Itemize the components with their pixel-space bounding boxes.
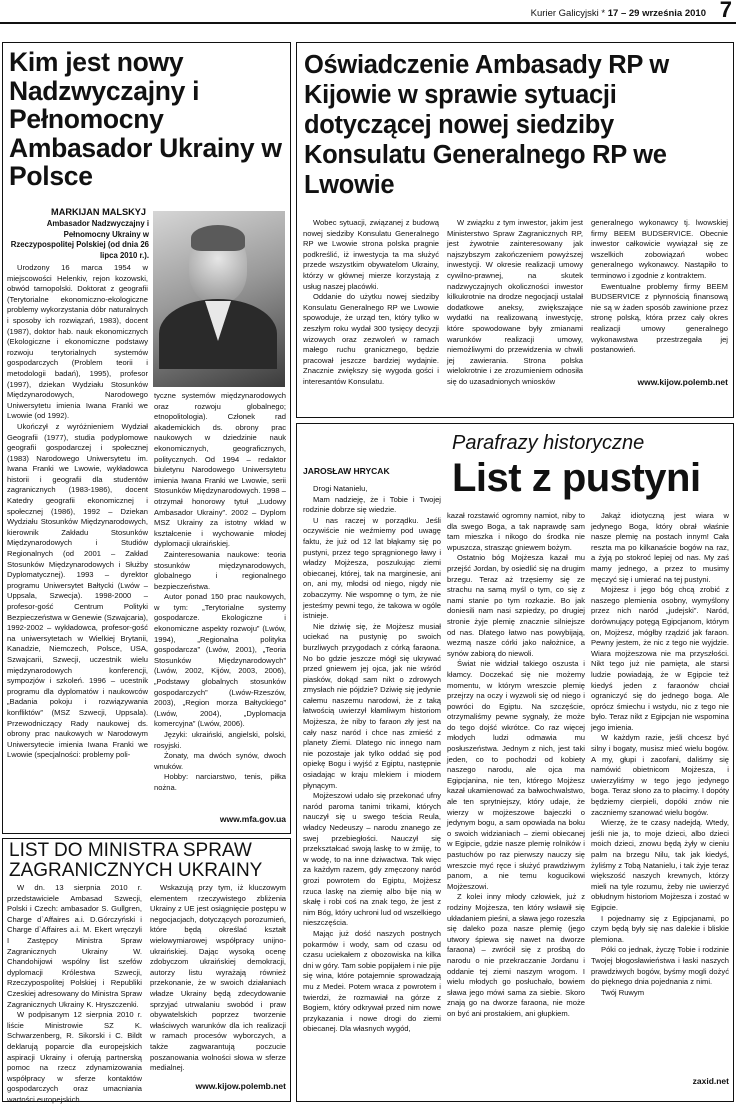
- paragraph: Języki: ukraiński, angielski, polski, rosyjski.: [154, 730, 286, 750]
- article-embassy-statement-col2: [447, 218, 583, 414]
- paragraph: Jakąż idiotyczną jest wiara w jedynego Boga, który obrał właśnie nasze plemię na postach innym! Cała reszta ma po kilkanaście bogów na raz, a żyją po stokroć lepiej od nas. My zaś mamy jednego, a przez to musimy męczyć się i umierać na tej pustyni.: [591, 511, 729, 584]
- page-header: [0, 0, 736, 22]
- paragraph: Wskazują przy tym, iż kluczowym elementem rzeczywistego zbliżenia Ukrainy z UE jest osiągnięcie postępu w negocjacjach, dotyczących porozumień, które będą określać kształt wielowymiarowej współpracy unijno-ukraińskiej. Dając wysoką ocenę zdobyczom ukraińskiej demokracji, autorzy listu wyrażają również przekonanie, że w swoich działaniach władze Ukrainy będą zdecydowanie sprzyjać utrwalaniu swobód i praw obywatelskich poprzez tworzenie właściwych warunków dla ich realizacji w ramach procesów wyborczych, a także zagwarantują poczucie poszanowania wolności słowa w sferze medialnej.: [150, 883, 286, 1073]
- page-number: 7: [719, 0, 732, 22]
- article-ambassador-lead: Ambasador Nadzwyczajny i Pełnomocny Ukrainy w Rzeczypospolitej Polskiej (od dnia 26 lipca 2010 r.).: [10, 219, 149, 260]
- paragraph: Drogi Natanielu,: [313, 484, 368, 493]
- header-publication: Kurier Galicyjski *: [530, 8, 608, 19]
- article-desert-letter-col2: [447, 511, 585, 1098]
- paragraph: Wobec sytuacji, związanej z budową nowej siedziby Konsulatu Generalnego RP we Lwowie strona polska pragnie podkreślić, iż inwestycja ta ma służyć przede wszystkim obywatelom Ukrainy, którzy w głównej mierze korzystają z usług naszej placówki.: [303, 218, 439, 291]
- article-desert-letter-col3: [591, 511, 729, 1073]
- paragraph: Ewentualne problemy firmy BEEM BUDSERVICE z płynnością finansową nie są w żaden sposób zawinione przez stronę polską, która przez cały okres realizacji umowy generalnego wykonawstwa przestrzegała jej postanowień.: [591, 281, 728, 355]
- paragraph: Ostatnio bóg Mojżesza kazał mu przejść Jordan, by osiedlić się na drugim brzegu. Teraz aż trzęsiemy się ze strachu na samą myśl o tym, co się z nami stanie po tym rozkazie. Bo jak doniesili nam nasi szpiedzy, po drugiej stronie żyje plemię znacznie silniejsze od nas. Dlatego łatwo nas powybijają, wezmą nasze córki jako nałożnice, a synów zabiorą do niewoli.: [447, 553, 585, 658]
- paragraph: Wierzę, że te czasy nadejdą. Wtedy, jeśli nie ja, to moje dzieci, albo dzieci moich dzieci, znowu będą żyły w cieniu palm na brzegu Nilu, tak jak kiedyś, żyliśmy z Tobą Natanielu, i tak żyje teraz większość naszych krewnych, którzy mieli na tyle rozumu, żeby nie uwierzyć obłudnym historiom Mojżesza i zostać w Egipcie.: [591, 818, 729, 912]
- article-desert-letter-source: zaxid.net: [692, 1076, 729, 1086]
- article-ambassador-author: MARKIJAN MALSKYJ: [51, 207, 146, 217]
- paragraph: W dn. 13 sierpnia 2010 r. przedstawiciele Ambasad Szwecji, Polski i Czech: ambasador S. Gullgren, Charge d`Affaires a.i. D.Górczyński i Charge d`Affaires a.i. M. Ekert wręczyli I Zastępcy Ministra Spraw Zagranicznych Ukrainy W. Chandohijowi wspólny list szefów dyplomacji Królestwa Szwecji, Rzeczypospolitej Polskiej i Republiki Czeskiej adresowany do Ministra Spraw Zagranicznych Ukrainy K. Hryszczenki.: [7, 883, 142, 1009]
- paragraph: Mam nadzieję, że i Tobie i Twojej rodzinie dobrze się wiedzie.: [303, 494, 441, 515]
- paragraph: Ukończył z wyróżnieniem Wydział Geografii (1977), studia podyplomowe geografii gospodarczej i społecznej (1983) Narodowego Uniwersytetu im. Iwana Franki we Lwowie, wykładowca historii i geografii dla studentów zagranicznych (1983-1986), docent Katedry geografii ekonomicznej i społecznej (1986), 1992 – Dziekan Wydziału Stosunków Międzynarodowych, kierownik Zakładu Stosunków Międzynarodowych i Studiów Regionalnych (od 2001 – Zakład Stosunków Międzynarodowych i Służby Dyplomatycznej). 1993 – dyrektor programu Uniwersytet Bałtycki (Lwów – Uppsala, Szwecja). 1998-2000 – profesor-gość Centrum Polityki Bezpieczeństwa w Genewie (Szwajcaria), 1992-2002 – wykładowca, profesor-gość na uniwersytetach w Wielkiej Brytanii, Kanadzie, Niemczech, Polsce, USA, Szwajcarii, Szwecji, uczestnik wielu międzynarodowych konferencji, sympozjów i szkoleń. 1996 – ucestnik programu dla dyplomatów i naukowców „Badania pokoju i rozwiązywania konfliktów” (MSZ Szwecji, Uppsala). Przewodniczący Rady naukowej ds. obrony prac naukowych w Narodowym Uniwersytecie imienia Iwana Franki we Lwowie (specjalności: problemy poli-: [7, 421, 148, 760]
- article-ambassador-col2: [154, 391, 286, 811]
- paragraph: Żonaty, ma dwóch synów, dwoch wnuków.: [154, 751, 286, 771]
- paragraph: W związku z tym inwestor, jakim jest Ministerstwo Spraw Zagranicznych RP, jest żywotnie zainteresowany jak najszybszym zakończeniem powyższej inwestycji. W okresie realizacji umowy cywilno-prawnej, na skutek nadzwyczajnych okoliczności inwestor kilkukrotnie na drodze negocjacji ustalał dodatkowe aneksy, zwiększające wydatki na realizowaną inwestycję, które spowodowane były zmianami warunków realizacji umowy, niemożliwymi do przewidzenia w chwili jej zawierania. Strona polska wielokrotnie i ze zrozumieniem odnosiła się do uzasadnionych wniosków: [447, 218, 583, 386]
- paragraph: Twój Ruwym: [601, 987, 645, 997]
- paragraph: Nie dziwię się, że Mojżesz musiał uciekać na pustynię po swoich burzliwych przygodach z córką faraona. No bo gdzie jeszcze mógł się ukrywać przed gniewem jej ojca, jak nie wśród piasków, dokąd sam nikt o zdrowych zmysłach nie pójdzie? Dziwię się jedynie całemu naszemu narodowi, że z taką łatwością uwierzył kłamliwym historiom Mojżesza, że niby to faraon zły jest na cały nasz naród i chce nas zmieść z planety Ziemi. Dlatego nic innego nam nie pozostaje jak tylko oddać się pod opiekę Bogu i wyjść z Egiptu, następnie osiadając w kraju mlekiem i miodem płynącym.: [303, 621, 441, 790]
- paragraph: I pojednamy się z Egipcjanami, po czym będą były się nas dalekie i bliskie plemiona.: [591, 913, 729, 944]
- paragraph: Autor ponad 150 prac naukowych, w tym: „Terytorialne systemy gospodarcze. Ekologiczne i ekonomiczne aspekty rozwoju” (Lwów, 1994), „Regionalna polityka gospodarcza” (Lwów, 2001), „Teoria Stosunków Międzynarodowych” (Lwów, 2002, Kijów, 2003, 2006), „Podstawy globalnych stosunków gospodarczych” (Lwów-Rzeszów, 2003), „Region morza Bałtyckiego” (Lwów, 2004), „Dyplomacja komercyjna” (Lwów, 2006).: [154, 592, 286, 729]
- article-ambassador-title: Kim jest nowy Nadzwyczajny i Pełnomocny Ambasador Ukrainy w Polsce: [9, 47, 282, 191]
- paragraph: W podpisanym 12 sierpnia 2010 r. liście Ministrowie SZ K. Schwarzenberg, R. Sikorski i C. Bildt deklarują poparcie dla europejskich aspiracji Ukrainy i oferują partnerską pomoc na rzecz zdynamizowania współpracy w sferze kontaktów gospodarczych oraz umacniania wartości europejskich.: [7, 1010, 142, 1104]
- paragraph: Mając już dość naszych postnych pokarmów i wody, sam od czasu od czasu uciekałem z obozowiska na kilka dni w góry. Tam sobie popijałem i nie pije się wina, które potajemnie sprowadzają mu z Medei. Potem wraca z powrotem i twierdzi, że rozmawiał na górze z Bogiem, który odkrywał przed nim nowe przykazania i nowe drogi do ziemi obiecanej. Dla własnych wygód,: [303, 928, 441, 1034]
- header-rule: [0, 22, 736, 24]
- article-letter-minister-source: www.kijow.polemb.net: [195, 1081, 286, 1091]
- header-publication-line: [531, 8, 706, 19]
- article-desert-letter-col1: [303, 484, 441, 1098]
- article-letter-minister-col1: [7, 883, 142, 1104]
- paragraph: Mojżeszowi udało się przekonać ufny naród paroma tanimi trikami, których nauczył się u swego teścia Reula, władcy Nedeuszy – narodu znanego ze swej przebiegłości. Nauczył się przekształcać swoją laskę to w żmiję, to w wodę, to na inne dziwactwa. Tak więc za każdym razem, gdy zmęczony naród grozi powrotem do Egiptu, Mojżesz rzuca laskę na ziemię albo bije nią w skałę i robi coś na znak tego, że jest z nim Bóg, który uchroni lud od wszelkiego nieszczęścia.: [303, 791, 441, 928]
- article-letter-minister-col2: [150, 883, 286, 1079]
- paragraph: Hobby: narciarstwo, tenis, piłka nożna.: [154, 772, 286, 792]
- header-dates: 17 – 29 września 2010: [607, 8, 706, 19]
- paragraph: Mojżesz i jego bóg chcą zrobić z naszego plemienia osobny, wymyślony przez nich naród „judejski”. Naród, dorównujący potęgą Egipcjanom, którym on, Mojżesz, mógłby rządzić jak faraon. Pewny jestem, że nic z tego nie wyjdzie. Wiara mojżeszowa nie ma przyszłości. Nikt tego już nie pamięta, ale starsi ludzie powiadają, że w Egipcie też kiedyś jeden z faraonów chciał ograniczyć się do jednego boga. Ale oprócz śmiechu i wstydu, nic z tego nie było. Teraz nikt z Egipcjan nie wspomina jego imienia.: [591, 585, 729, 732]
- article-embassy-statement-title: Oświadczenie Ambasady RP w Kijowie w sprawie sytuacji dotyczącej nowej siedziby Konsulatu Generalnego RP we Lwowie: [304, 51, 669, 199]
- article-embassy-statement-source: www.kijow.polemb.net: [637, 377, 728, 387]
- paragraph: tyczne systemów międzynarodowych oraz rozwoju globalnego; etnopolitologia). Członek rad akademickich ds. obrony prac naukowych w dziedzinie nauk ekonomicznych, geograficznych, politycznych. Od 1994 – redaktor biuletynu Narodowego Uniwersytetu imienia Iwana Franki we Lwowie, serii Stosunków Międzynarodowych. 1998 – otrzymał honorowy tytuł „Ludowy Ambasador Ukrainy”. 2002 – Dyplom MSZ Ukrainy za istotny wkład w kształcenie i wychowanie młodej dyplomacji ukraińskiej.: [154, 391, 286, 549]
- paragraph: Urodzony 16 marca 1954 w miejscowości Helenkiv, rejon kozowski, obwód tarnopolski. Doktorat z geografii (Terytorialne ekonomiczno-ekologiczne problemy wykorzystania dóbr naturalnych i sposoby ich rozwiązań, 1983), docent (1987), doktor hab. nauk ekonomicznych (Ekologiczne i ekonomiczne podstawy rozwoju terytorialnych systemów gospodarczych (Problem teorii i metodologii badań), 1995), profesor (1997), dziekan Wydziału Stosunków Międzynarodowych, Narodowego Uniwersytetu imienia Iwana Franki we Lwowie (od 1992).: [7, 263, 148, 421]
- paragraph: kazał rozstawić ogromny namiot, niby to dla swego Boga, a tak naprawdę sam tam mieszka i nikogo do środka nie wpuszcza, strasząc gniewem bożym.: [447, 511, 585, 552]
- ambassador-photo: [153, 211, 285, 387]
- paragraph: generalnego wykonawcy tj. lwowskiej firmy BEEM BUDSERVICE. Obecnie inwestor całkowicie wywiązał się ze wszelkich zobowiązań wobec generalnego wykonawcy. Nastąpiło to terminowo i zgodnie z kontraktem.: [591, 218, 728, 280]
- article-embassy-statement-col1: [303, 218, 439, 414]
- article-letter-minister-title: LIST DO MINISTRA SPRAW ZAGRANICZNYCH UKRAINY: [9, 840, 263, 881]
- article-desert-letter-title: List z pustyni: [452, 456, 701, 500]
- article-embassy-statement-col3: [591, 218, 728, 378]
- paragraph: Zainteresowania naukowe: teoria stosunków międzynarodowych, globalnego i regionalnego bezpieczeństwa.: [154, 549, 286, 591]
- paragraph: Z kolei inny młody człowiek, już z rodziny Mojżesza, ten który wsławił się układaniem pieśni, a sława jego rozeszła się daleko poza nasze plemię (jego utwory śpiewa się nawet na dworze faraona) – zwrócił się z prośbą do narodu o nie przekraczanie Jordanu i oddanie tej ziemi naszym wrogom. I wielu młodych go posłuchało, bowiem sława jego mówi sama za siebie. Skoro znają go na dworze faraona, nie może on być ani prostakiem, ani głupkiem.: [447, 892, 585, 1018]
- paragraph: Póki co jednak, życzę Tobie i rodzinie Twojej błogosławieństwa i łaski naszych prawdziwych bogów, byśmy mogli dożyć do pięknego dnia pojednania z nimi.: [591, 945, 729, 987]
- paragraph: W każdym razie, jeśli chcesz być silny i bogaty, musisz mieć wielu bogów. A my, głupi i zacofani, daliśmy się namówić obietnicom Mojżesza, i uwierzyliśmy w tego jego jedynego boga. Teraz słono za to płacimy. I dopóty będziemy cierpieli, dopóki znów nie zaczniemy szanować wielu bogów.: [591, 733, 729, 817]
- article-desert-letter-kicker: Parafrazy historyczne: [452, 432, 645, 454]
- article-ambassador-source: www.mfa.gov.ua: [219, 814, 286, 824]
- article-ambassador-col1: [7, 263, 148, 834]
- paragraph: Świat nie widział takiego oszusta i kłamcy. Doczekać się nie możemy momentu, w którym wreszcie plemię przejrzy na oczy i wyzwoli się od niego i powróci do Egiptu. Na szczęście, otrzymaliśmy pewne sygnały, że może do tego dojść wkrótce. Co raz więcej młodych ludzi odmawia mu posłuszeństwa. Jednym z nich, jest taki jeden, co to pochodzi od kobiety naszego narodu, ale ojca ma Egipcjanina, nie ten, którego Mojżesz kazał ukamienować za bałwochwalstwo, ale ten sprytniejszy, który udaje, że wierzy w mojżeszowe bajeczki o jedynym bogu, a sam opowiada na boku o swoich widzianiach – ziemi obiecanej w Egipcie, gdzie nasze plemię rolników i pastuchów po raz pierwszy nauczy się wreszcie myć ręce i służyć prawdziwym panom, a nie temu kogucikowi Mojżeszowi.: [447, 659, 585, 891]
- article-desert-letter-author: JAROSŁAW HRYCAK: [303, 466, 390, 476]
- paragraph: U nas raczej w porządku. Jeśli oczywiście nie weźmiemy pod uwagę faktu, że już od 12 lat błąkamy się po pustyni, przez tego sprągnionego ławy i władzy Mojżesza, poszukując ziemi obiecanej, której, tak na marginesie, ani on, ani my, młodsi od niego, nigdy nie zobaczymy. Nie wspomnę o tym, że nie jesteśmy pewni tego, że takowa w ogóle istnieje.: [303, 515, 441, 621]
- paragraph: Oddanie do użytku nowej siedziby Konsulatu Generalnego RP we Lwowie spowoduje, że urząd ten, który tylko w zeszłym roku wydał 300 tysięcy decyzji wizowych oraz zezwoleń w ramach małego ruchu granicznego, będzie pracował jeszcze bardziej wydajnie. Znacznie zwiększy się wygoda gości i interesantów Konsulatu.: [303, 292, 439, 386]
